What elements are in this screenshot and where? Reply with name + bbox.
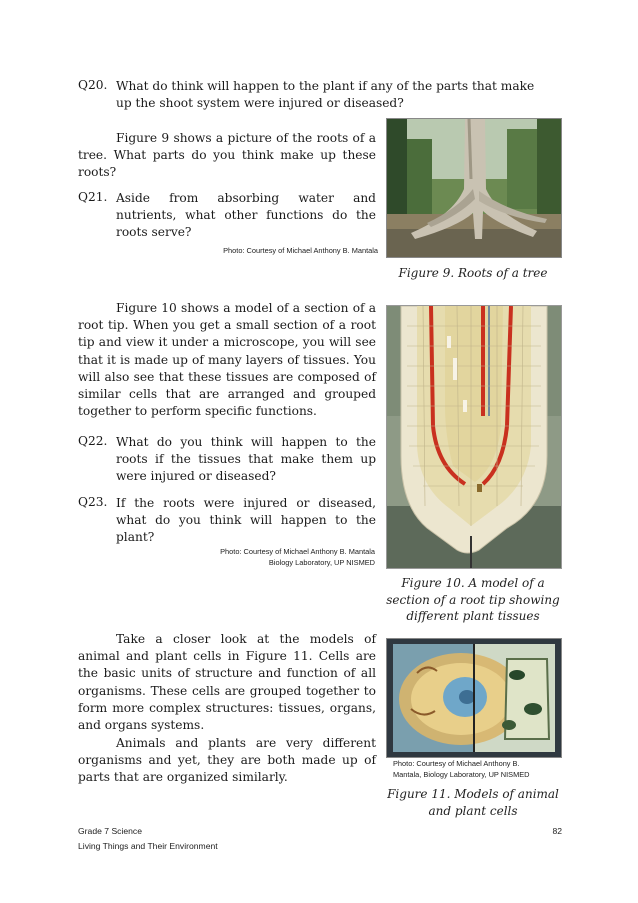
figure-9-intro-paragraph: Figure 9 shows a picture of the roots of a tree. What parts do you think make up these roots?	[78, 131, 376, 180]
question-text-q23: If the roots were injured or diseased, what do you think will happen to the plant?	[116, 496, 376, 545]
question-number-q21: Q21.	[78, 190, 108, 204]
tree-roots-image	[387, 119, 561, 257]
question-text-q22: What do you think will happen to the roots if the tissues that make them up were injured or diseased?	[116, 435, 376, 484]
credit-line: Biology Laboratory, UP NISMED	[268, 558, 375, 567]
caption-line: Figure 10. A model of a	[401, 576, 545, 590]
question-number-q20: Q20.	[78, 78, 108, 92]
page-number: 82	[552, 826, 562, 836]
figure-11-cell-models-photo	[386, 638, 562, 758]
root-tip-model-image	[387, 306, 561, 568]
footer-unit-title: Living Things and Their Environment	[78, 841, 218, 851]
credit-line: Photo: Courtesy of Michael Anthony B. Mantala	[220, 547, 375, 556]
question-text-line: What do think will happen to the plant if any of the parts that make	[116, 79, 535, 93]
figure-9-tree-roots-photo	[386, 118, 562, 258]
figure-10-root-tip-model-photo	[386, 305, 562, 569]
figure-10-caption	[386, 575, 560, 625]
footer-left	[78, 824, 218, 854]
figure-11-intro-paragraph: Take a closer look at the models of animal and plant cells in Figure 11. Cells are the basic units of structure and function of all organisms. These cells are grouped together to form more complex structures: tissues, organs, and organs systems.	[78, 632, 376, 733]
caption-line: Figure 11. Models of animal	[387, 787, 559, 801]
figure-10-photo-credit	[190, 546, 375, 568]
question-text-q20	[116, 78, 562, 112]
question-text-line: up the shoot system were injured or diseased?	[116, 96, 404, 111]
question-text-q21: Aside from absorbing water and nutrients, what other functions do the roots serve?	[116, 191, 376, 240]
question-number-q22: Q22.	[78, 434, 108, 448]
caption-line: section of a root tip showing	[386, 592, 560, 607]
question-number-q23: Q23.	[78, 495, 108, 509]
figure-10-intro-paragraph: Figure 10 shows a model of a section of a root tip. When you get a small section of a root tip and view it under a microscope, you will see that it is made up of many layers of tissues. You will also see that these tissues are composed of similar cells that are arranged and grouped together to perform specific functions.	[78, 301, 376, 419]
closing-paragraph: Animals and plants are very different organisms and yet, they are both made up of parts that are organized similarly.	[78, 736, 376, 785]
credit-line: Mantala, Biology Laboratory, UP NISMED	[393, 770, 530, 779]
figure-11-photo-credit	[393, 758, 563, 780]
cell-models-image	[387, 639, 561, 757]
figure-9-photo-credit: Photo: Courtesy of Michael Anthony B. Mantala	[223, 246, 378, 255]
caption-line: and plant cells	[428, 803, 518, 818]
figure-9-caption: Figure 9. Roots of a tree	[398, 266, 548, 280]
caption-line: different plant tissues	[406, 609, 540, 623]
credit-line: Photo: Courtesy of Michael Anthony B.	[393, 759, 520, 768]
figure-11-caption	[386, 786, 560, 819]
footer-course-title: Grade 7 Science	[78, 826, 143, 836]
